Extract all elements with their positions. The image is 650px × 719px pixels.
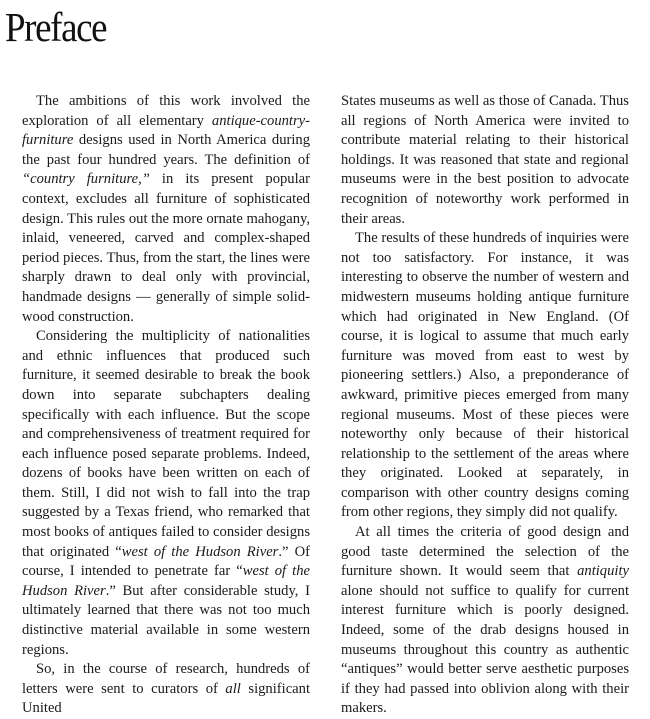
text-span: The ambitions of this work involved the exploration of all elementary	[22, 93, 310, 129]
paragraph-criteria	[341, 523, 629, 719]
text-span: significant United	[22, 680, 310, 717]
text-span: So, in the course of research, hundreds of letters were sent to curators of	[22, 661, 310, 697]
page-title: Preface	[5, 4, 107, 50]
text-span: .” Of course, I intended to penetrate far “	[22, 543, 310, 580]
text-span: .” But after considerable study, I ultimately learned that there was not too much distinctive material available in some western regions.	[22, 582, 310, 658]
text-span: At all times the criteria of good design and good taste determined the selection of the furniture shown. It would seem that	[341, 524, 629, 580]
paragraph-ambitions	[22, 92, 310, 327]
italic-term-country-furniture: “country furniture,”	[22, 171, 150, 188]
italic-word-antiquity: antiquity	[577, 563, 629, 580]
text-span: in its present popular context, excludes all furniture of sophisticated design. This rules out the more ornate mahogany, inlaid, veneered, carved and complex-shaped period pieces. Thus, from the start, the lines were sharply drawn to deal only with provincial, handmade designs — generally of simple solid-wood construction.	[22, 171, 310, 325]
paragraph-research-continued	[341, 92, 629, 229]
text-span: The results of these hundreds of inquiries were not too satisfactory. For instance, it was interesting to observe the number of western and midwestern museums holding antique furniture which had originated in New England. (Of course, it is logical to assume that much early furniture was moved from east to west by pioneering settlers.) Also, a preponderance of awkward, primitive pieces emerged from many regional museums. Most of these pieces were noteworthy only because of their historical relationship to the settlement of the areas where they originated. Looked at separately, in comparison with other country designs coming from other regions, they simply did not qualify.	[341, 230, 629, 521]
italic-term-antique-country-furniture: antique-country-furniture	[22, 112, 310, 149]
paragraph-nationalities	[22, 327, 310, 660]
italic-phrase-west-of-hudson: west of the Hudson River	[121, 543, 279, 560]
text-span: Considering the multiplicity of nationalities and ethnic influences that produced such furniture, it seemed desirable to break the book down into separate subchapters dealing specifically with each influence. But the scope and comprehensiveness of treatment required for each influence posed separate problems. Indeed, dozens of books have been written on each of them. Still, I did not wish to fall into the trap suggested by a Texas friend, who remarked that most books of antiques failed to consider designs that originated “	[22, 328, 310, 560]
paragraph-results	[341, 229, 629, 523]
italic-word-all: all	[225, 680, 241, 697]
text-span: alone should not suffice to qualify for current interest furniture which is poorly designed. Indeed, some of the drab designs housed in museums throughout this country as authentic “antiques” would better serve aesthetic purposes if they had passed into oblivion along with their makers.	[341, 582, 629, 717]
text-column-left	[22, 92, 310, 719]
text-span: designs used in North America during the past four hundred years. The definition of	[22, 132, 310, 168]
italic-phrase-west-of-hudson-2: west of the Hudson River	[22, 563, 310, 599]
paragraph-research-start	[22, 660, 310, 719]
text-span: States museums as well as those of Canada. Thus all regions of North America were invited to contribute material relating to their historical holdings. It was reasoned that state and regional museums were in the best position to advocate recognition of noteworthy work performed in their areas.	[341, 93, 629, 227]
text-column-right	[341, 92, 629, 719]
